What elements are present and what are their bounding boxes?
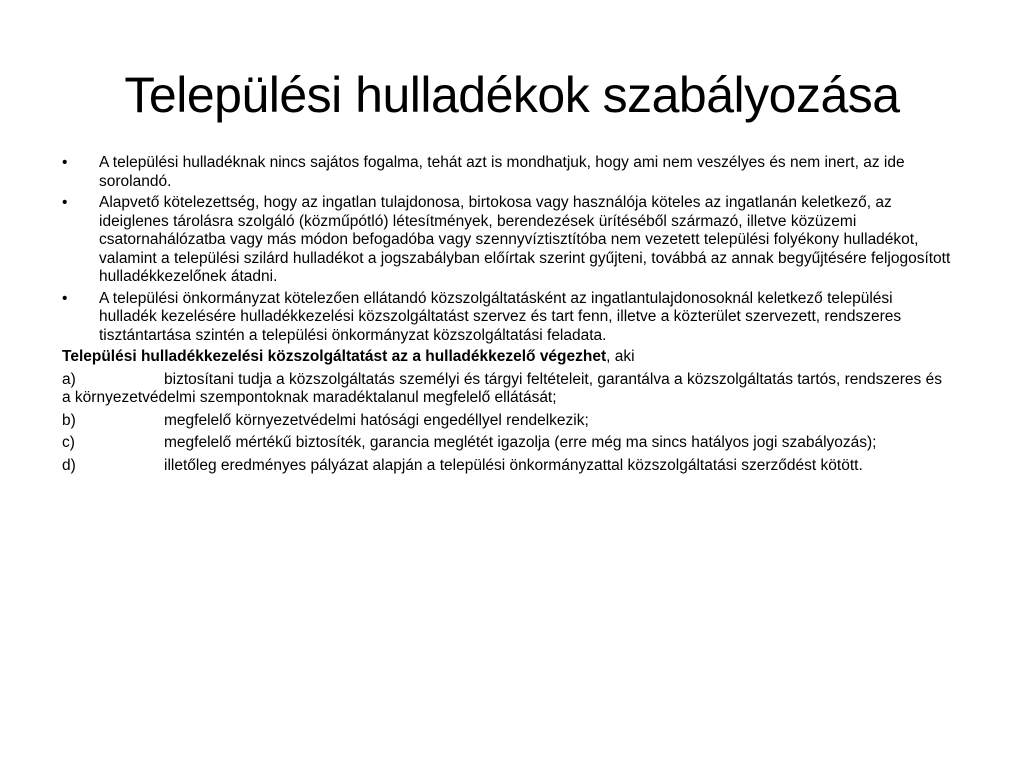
provider-definition-bold: Települési hulladékkezelési közszolgáltatást az a hulladékkezelő végezhet <box>62 348 607 365</box>
slide-title: Települési hulladékok szabályozása <box>124 67 900 123</box>
provider-definition-rest: , aki <box>606 348 635 365</box>
list-item-d <box>62 457 954 476</box>
bullet-item <box>62 154 954 191</box>
list-item-text: megfelelő mértékű biztosíték, garancia meglétét igazolja (erre még ma sincs hatályos jogi szabályozás); <box>164 434 877 451</box>
bullet-text: A települési önkormányzat kötelezően ellátandó közszolgáltatásként az ingatlantulajdonosoknál keletkező települési hulladék kezelésére hulladékkezelési közszolgáltatást szervez és tart fenn, illetve a közterület szervezett, rendszeres tisztántartása szintén a települési önkormányzat közszolgáltatási feladata. <box>99 289 902 344</box>
list-item-text: biztosítani tudja a közszolgáltatás személyi és tárgyi feltételeit, garantálva a közszolgáltatás tartós, rendszeres és a környezetvédelmi szempontoknak maradéktalanul megfelelő ellátását; <box>62 370 942 406</box>
bullet-marker: • <box>62 194 68 211</box>
list-item-label: d) <box>62 456 76 474</box>
bullet-text: Alapvető kötelezettség, hogy az ingatlan tulajdonosa, birtokosa vagy használója köteles az ingatlanán keletkező, az ideiglenes tárolásra szolgáló (közműpótló) létesítmények, berendezések ürítéséből származó, illetve közüzemi csatornahálózatba vagy más módon befogadóba vagy szennyvíztisztítóba nem vezetett települési folyékony hulladékot, valamint a települési szilárd hulladékot a jogszabályban előírtak szerint gyűjteni, továbbá az annak begyűjtésére feljogosított hulladékkezelőnek átadni. <box>99 194 951 285</box>
list-item-c <box>62 434 954 453</box>
provider-definition <box>62 348 954 367</box>
list-item-text: illetőleg eredményes pályázat alapján a települési önkormányzattal közszolgáltatási szerződést kötött. <box>164 456 863 474</box>
list-item-label: b) <box>62 411 76 429</box>
bullet-text: A települési hulladéknak nincs sajátos fogalma, tehát azt is mondhatjuk, hogy ami nem veszélyes és nem inert, az ide sorolandó. <box>99 154 905 190</box>
slide-body <box>62 154 954 479</box>
bullet-item <box>62 290 954 346</box>
bullet-marker: • <box>62 154 68 171</box>
bullet-marker: • <box>62 289 68 307</box>
list-item-label: c) <box>62 434 75 451</box>
bullet-item <box>62 194 954 287</box>
list-item-b <box>62 412 954 431</box>
list-item-text: megfelelő környezetvédelmi hatósági engedéllyel rendelkezik; <box>164 411 589 429</box>
list-item-a <box>62 371 954 408</box>
list-item-label: a) <box>62 370 76 388</box>
